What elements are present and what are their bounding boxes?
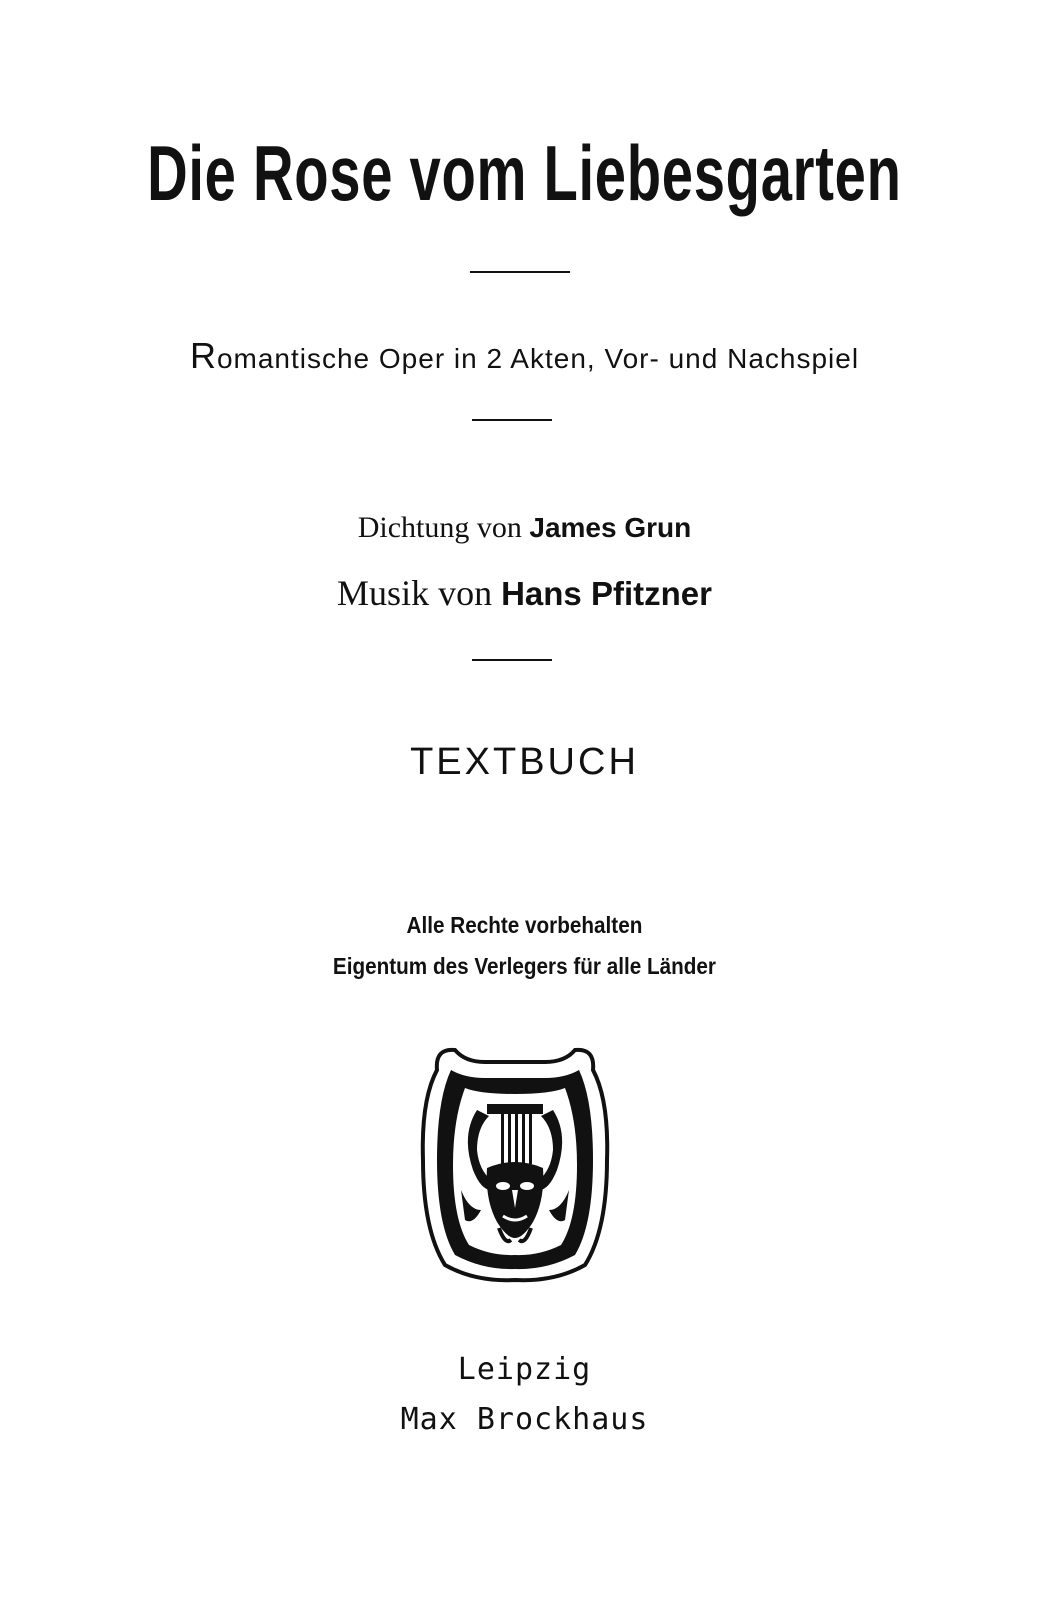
music-credit: [0, 570, 1049, 617]
libretto-prefix: Dichtung von: [357, 511, 530, 544]
divider-rule: [472, 419, 552, 421]
divider-rule: [470, 271, 570, 273]
lyre-faun-publisher-emblem-icon: [415, 1040, 615, 1285]
rights-line-2: Eigentum des Verlegers für alle Länder: [332, 953, 716, 979]
page-title: Die Rose vom Liebesgarten: [147, 129, 902, 217]
music-prefix: Musik von: [337, 573, 502, 613]
subtitle: [0, 336, 1049, 379]
subtitle-text: omantische Oper in 2 Akten, Vor- und Nachspiel: [216, 343, 860, 374]
librettist-name: James Grun: [529, 512, 692, 543]
imprint-city: Leipzig: [457, 1352, 592, 1387]
divider-rule: [472, 659, 552, 661]
composer-name: Hans Pfitzner: [501, 575, 712, 612]
rights-line-1: Alle Rechte vorbehalten: [406, 912, 643, 938]
document-label: TEXTBUCH: [410, 741, 639, 783]
libretto-credit: [0, 508, 1049, 548]
subtitle-initial: R: [189, 335, 217, 376]
imprint-publisher: Max Brockhaus: [400, 1402, 649, 1437]
